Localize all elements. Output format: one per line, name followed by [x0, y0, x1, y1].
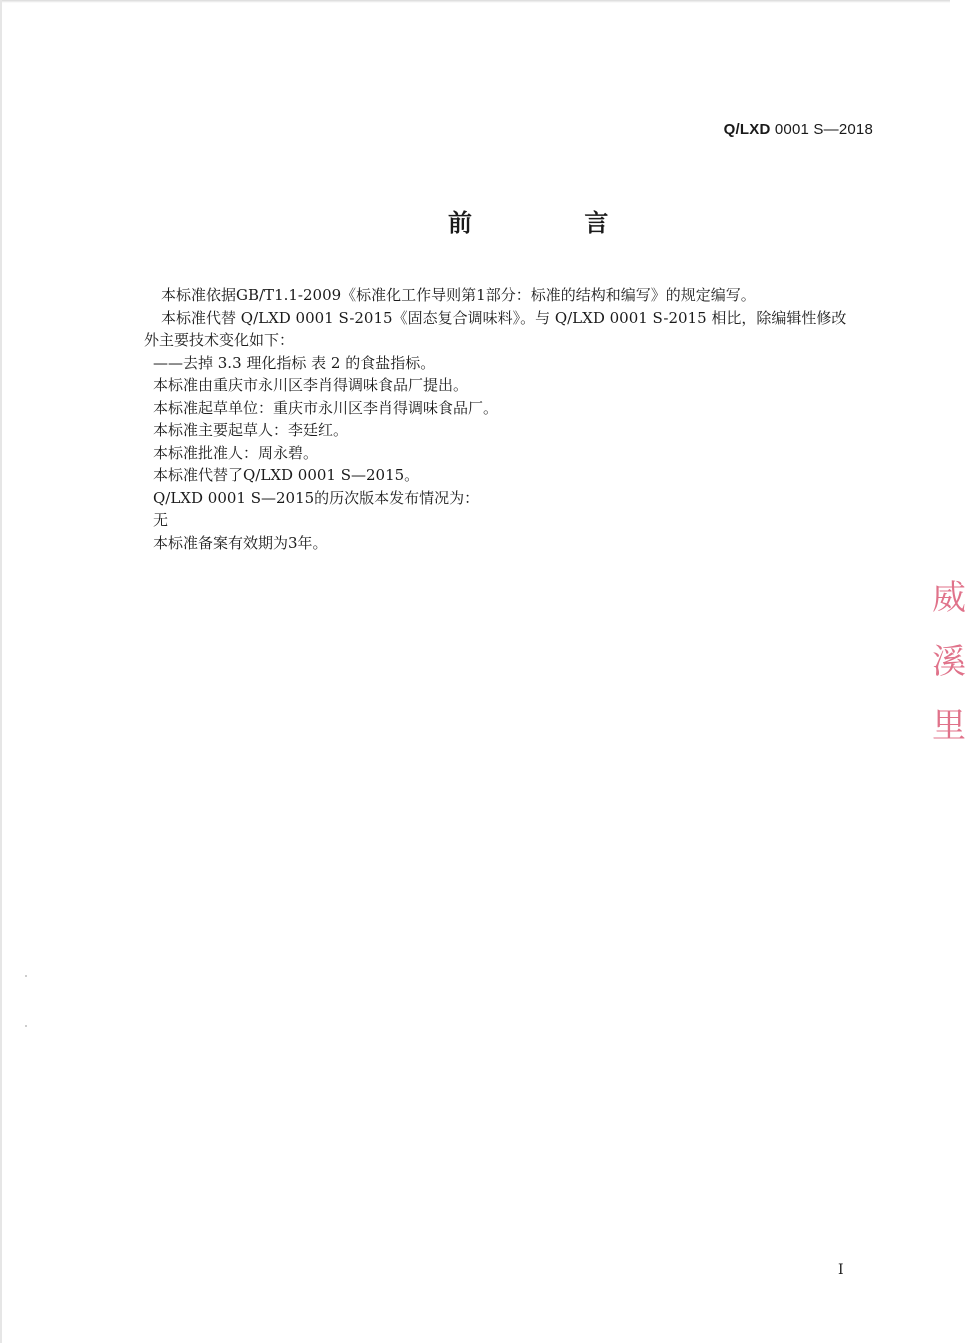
paragraph-history-heading: Q/LXD 0001 S—2015的历次版本发布情况为：	[153, 488, 480, 507]
paragraph-replaces-continued: 外主要技术变化如下：	[144, 331, 295, 349]
scan-edge-left	[0, 0, 2, 1343]
stamp-glyph: 里	[932, 706, 966, 746]
scan-speck	[25, 975, 27, 977]
page-number: I	[838, 1262, 844, 1278]
stamp-glyph: 威	[932, 578, 966, 618]
paragraph-basis: 本标准依据GB/T1.1-2009《标准化工作导则第1部分：标准的结构和编写》的规定编写。	[161, 286, 756, 304]
foreword-body	[144, 284, 873, 554]
page-title: 前 言	[448, 208, 661, 237]
scan-edge	[0, 0, 950, 3]
document-code-suffix: 0001 S—2018	[774, 121, 873, 138]
paragraph-replaces: 本标准代替 Q/LXD 0001 S-2015《固态复合调味料》。与 Q/LXD 0001 S-2015 相比，除编辑性修改	[161, 308, 847, 327]
scan-speck	[25, 1025, 27, 1027]
paragraph-change-item: ——去掉 3.3 理化指标 表 2 的食盐指标。	[153, 353, 436, 372]
red-seal-stamp	[928, 566, 966, 766]
paragraph-main-drafter: 本标准主要起草人：李廷红。	[153, 421, 349, 439]
paragraph-validity: 本标准备案有效期为3年。	[153, 533, 328, 552]
document-code	[724, 121, 873, 138]
paragraph-proposer: 本标准由重庆市永川区李肖得调味食品厂提出。	[153, 376, 469, 394]
paragraph-history-none: 无	[153, 511, 169, 529]
paragraph-drafting-unit: 本标准起草单位：重庆市永川区李肖得调味食品厂。	[153, 398, 499, 417]
document-code-prefix: Q/LXD	[723, 121, 771, 138]
stamp-glyph: 溪	[932, 642, 966, 682]
paragraph-supersedes: 本标准代替了Q/LXD 0001 S—2015。	[153, 466, 420, 484]
paragraph-approver: 本标准批准人：周永碧。	[153, 443, 319, 462]
